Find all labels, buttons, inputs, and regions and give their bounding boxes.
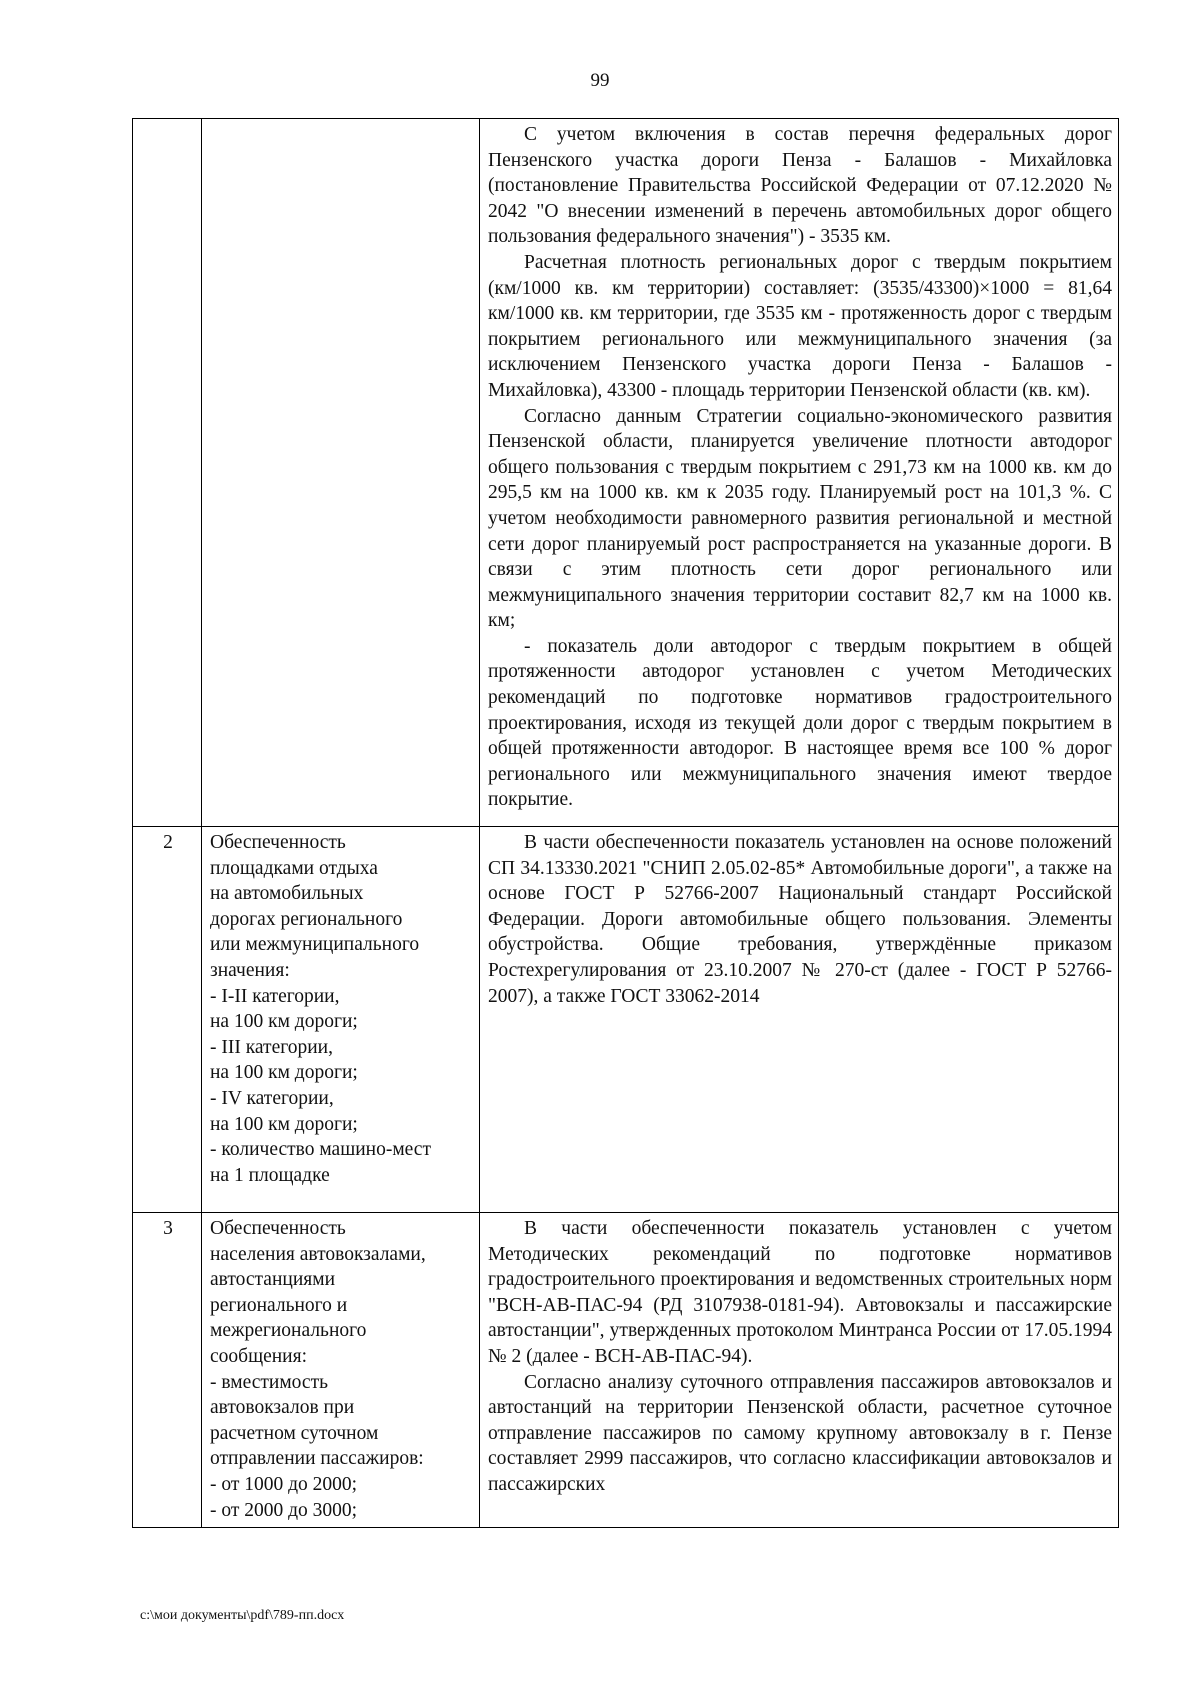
- paragraph: Согласно анализу суточного отправления пассажиров автовокзалов и автостанций на территории Пензенской области, расчетное суточное отправление пассажиров по самому крупному автовокзалу в г. Пензе составляет 2999 пассажиров, что согласно классификации автовокзалов и пассажирских: [488, 1371, 1112, 1495]
- row-number: [133, 119, 202, 827]
- row-number: 2: [133, 827, 202, 1213]
- paragraph: - показатель доли автодорог с твердым покрытием в общей протяженности автодорог установлен с учетом Методических рекомендаций по подготовке нормативов градостроительного проектирования, исходя из текущей доли дорог с твердым покрытием в общей протяженности автодорог. В настоящее время все 100 % дорог регионального или межмуниципального значения имеют твердое покрытие.: [488, 635, 1112, 811]
- indicator-line: - III категории,: [210, 1036, 333, 1058]
- indicator-line: автовокзалов при: [210, 1397, 355, 1419]
- indicator-line: отправлении пассажиров:: [210, 1448, 424, 1470]
- indicator-line: на автомобильных: [210, 883, 364, 905]
- paragraph: Согласно данным Стратегии социально-экономического развития Пензенской области, планируется увеличение плотности автодорог общего пользования с твердым покрытием с 291,73 км на 1000 кв. км до 295,5 км на 1000 кв. км к 2035 году. Планируемый рост на 101,3 %. С учетом необходимости равномерного развития региональной и местной сети дорог планируемый рост распространяется на указанные дороги. В связи с этим плотность сети дорог регионального или межмуниципального значения территории составит 82,7 км на 1000 кв. км;: [488, 405, 1112, 632]
- table-row: [133, 119, 1119, 827]
- table-row: [133, 1213, 1119, 1528]
- footer-file-path: c:\мои документы\pdf\789-пп.docx: [140, 1608, 345, 1623]
- indicator-line: на 100 км дороги;: [210, 1113, 358, 1135]
- page-number: 99: [590, 70, 610, 91]
- indicator-line: автостанциями: [210, 1269, 335, 1291]
- indicator-line: - количество машино-мест: [210, 1139, 431, 1161]
- paragraph: В части обеспеченности показатель установлен на основе положений СП 34.13330.2021 "СНИП 2.05.02-85* Автомобильные дороги", а также на основе ГОСТ Р 52766-2007 Национальный стандарт Российской Федерации. Дороги автомобильные общего пользования. Элементы обустройства. Общие требования, утверждённые приказом Ростехрегулирования от 23.10.2007 № 270-ст (далее - ГОСТ Р 52766-2007), а также ГОСТ 33062-2014: [488, 832, 1112, 1007]
- paragraph: В части обеспеченности показатель установлен с учетом Методических рекомендаций по подготовке нормативов градостроительного проектирования и ведомственных строительных норм "ВСН-АВ-ПАС-94 (РД 3107938-0181-94). Автовокзалы и пассажирские автостанции", утвержденных протоколом Минтранса России от 17.05.1994 № 2 (далее - ВСН-АВ-ПАС-94).: [488, 1218, 1112, 1367]
- row-justification: [480, 119, 1119, 827]
- indicator-line: или межмуниципального: [210, 934, 420, 956]
- indicator-line: на 100 км дороги;: [210, 1062, 358, 1084]
- row-indicator: [202, 827, 480, 1213]
- indicator-line: Обеспеченность: [210, 832, 346, 853]
- indicator-line: - от 1000 до 2000;: [210, 1473, 358, 1495]
- indicator-line: дорогах регионального: [210, 908, 403, 930]
- document-table: [132, 118, 1119, 1528]
- indicator-line: расчетном суточном: [210, 1422, 379, 1444]
- indicator-line: - IV категории,: [210, 1087, 334, 1109]
- row-indicator: [202, 119, 480, 827]
- indicator-line: - I-II категории,: [210, 985, 340, 1007]
- row-number: 3: [133, 1213, 202, 1528]
- indicator-line: на 100 км дороги;: [210, 1011, 358, 1033]
- indicator-line: площадками отдыха: [210, 857, 378, 879]
- row-justification: [480, 827, 1119, 1213]
- paragraph: Расчетная плотность региональных дорог с твердым покрытием (км/1000 кв. км территории) составляет: (3535/43300)×1000 = 81,64 км/1000 кв. км территории, где 3535 км - протяженность дорог с твердым покрытием регионального или межмуниципального значения (за исключением Пензенского участка дороги Пенза - Балашов - Михайловка), 43300 - площадь территории Пензенской области (кв. км).: [488, 251, 1112, 401]
- indicator-line: на 1 площадке: [210, 1164, 330, 1186]
- row-indicator: [202, 1213, 480, 1528]
- table-row: [133, 827, 1119, 1213]
- indicator-line: - от 2000 до 3000;: [210, 1499, 358, 1521]
- indicator-line: населения автовокзалами,: [210, 1243, 426, 1265]
- indicator-line: сообщения:: [210, 1345, 308, 1367]
- indicator-line: регионального и: [210, 1294, 348, 1316]
- row-justification: [480, 1213, 1119, 1528]
- indicator-line: межрегионального: [210, 1320, 367, 1342]
- indicator-line: - вместимость: [210, 1371, 328, 1393]
- indicator-line: значения:: [210, 959, 290, 981]
- paragraph: С учетом включения в состав перечня федеральных дорог Пензенского участка дороги Пенза - Балашов - Михайловка (постановление Правительства Российской Федерации от 07.12.2020 № 2042 "О внесении изменений в перечень автомобильных дорог общего пользования федерального значения") - 3535 км.: [488, 124, 1112, 248]
- indicator-line: Обеспеченность: [210, 1218, 346, 1239]
